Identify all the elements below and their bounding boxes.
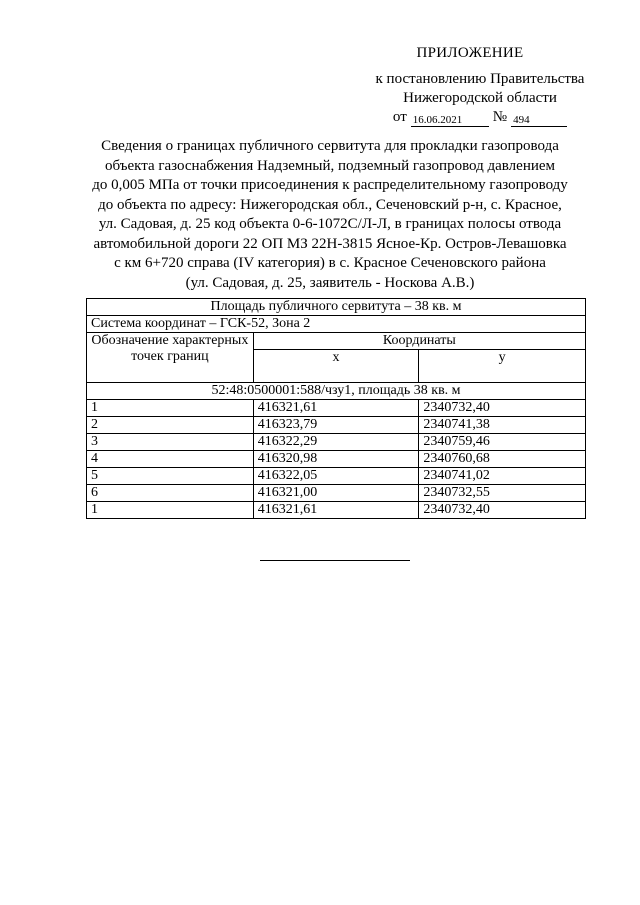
point-cell: 4 xyxy=(87,451,254,468)
decree-line-2: Нижегородской области xyxy=(403,90,557,106)
heading-line: до объекта по адресу: Нижегородская обл., Сеченовский р-н, с. Красное, xyxy=(98,196,562,213)
header-y: y xyxy=(419,350,586,383)
heading-line: Сведения о границах публичного сервитута для прокладки газопровода xyxy=(101,138,559,154)
table-row xyxy=(87,400,586,417)
header-coordinates: Координаты xyxy=(253,333,585,350)
decree-date-number xyxy=(355,108,605,127)
x-cell: 416320,98 xyxy=(253,451,419,468)
table-row xyxy=(87,451,586,468)
parcel-row: 52:48:0500001:588/чзу1, площадь 38 кв. м xyxy=(87,383,586,400)
y-cell: 2340732,40 xyxy=(419,400,586,417)
document-heading xyxy=(70,137,590,293)
header-x: x xyxy=(253,350,419,383)
appendix-title: ПРИЛОЖЕНИЕ xyxy=(416,45,524,61)
table-row xyxy=(87,502,586,519)
decree-line-1: к постановлению Правительства xyxy=(375,71,585,87)
x-cell: 416323,79 xyxy=(253,417,419,434)
decree-number-sign: № xyxy=(492,109,508,125)
y-cell: 2340732,40 xyxy=(419,502,586,519)
x-cell: 416322,05 xyxy=(253,468,419,485)
heading-line: с км 6+720 справа (IV категория) в с. Красное Сеченовского района xyxy=(114,255,546,271)
closing-divider xyxy=(260,560,410,561)
y-cell: 2340741,02 xyxy=(419,468,586,485)
heading-line: ул. Садовая, д. 25 код объекта 0-6-1072С/Л-Л, в границах полосы отвода xyxy=(98,216,562,232)
x-cell: 416321,00 xyxy=(253,485,419,502)
y-cell: 2340732,55 xyxy=(419,485,586,502)
heading-line: (ул. Садовая, д. 25, заявитель - Носкова А.В.) xyxy=(185,274,475,291)
table-row xyxy=(87,417,586,434)
coordinates-table xyxy=(86,298,586,519)
point-cell: 2 xyxy=(87,417,254,434)
table-row xyxy=(87,434,586,451)
heading-line: автомобильной дороги 22 ОП МЗ 22Н-3815 Ясное-Кр. Остров-Левашовка xyxy=(93,235,567,252)
coord-system-row: Система координат – ГСК-52, Зона 2 xyxy=(87,316,586,333)
y-cell: 2340760,68 xyxy=(419,451,586,468)
point-cell: 1 xyxy=(87,502,254,519)
x-cell: 416322,29 xyxy=(253,434,419,451)
heading-line: объекта газоснабжения Надземный, подземный газопровод давлением xyxy=(104,157,556,174)
header-points: Обозначение характерных точек границ xyxy=(87,333,254,383)
decree-date: 16.06.2021 xyxy=(411,114,489,127)
y-cell: 2340741,38 xyxy=(419,417,586,434)
decree-from-label: от xyxy=(392,109,407,125)
table-row xyxy=(87,485,586,502)
decree-reference-block xyxy=(355,70,605,127)
decree-number: 494 xyxy=(511,114,567,127)
point-cell: 6 xyxy=(87,485,254,502)
x-cell: 416321,61 xyxy=(253,502,419,519)
y-cell: 2340759,46 xyxy=(419,434,586,451)
area-row: Площадь публичного сервитута – 38 кв. м xyxy=(87,299,586,316)
heading-line: до 0,005 МПа от точки присоединения к распределительному газопроводу xyxy=(92,177,568,193)
point-cell: 3 xyxy=(87,434,254,451)
table-row xyxy=(87,468,586,485)
point-cell: 5 xyxy=(87,468,254,485)
x-cell: 416321,61 xyxy=(253,400,419,417)
point-cell: 1 xyxy=(87,400,254,417)
